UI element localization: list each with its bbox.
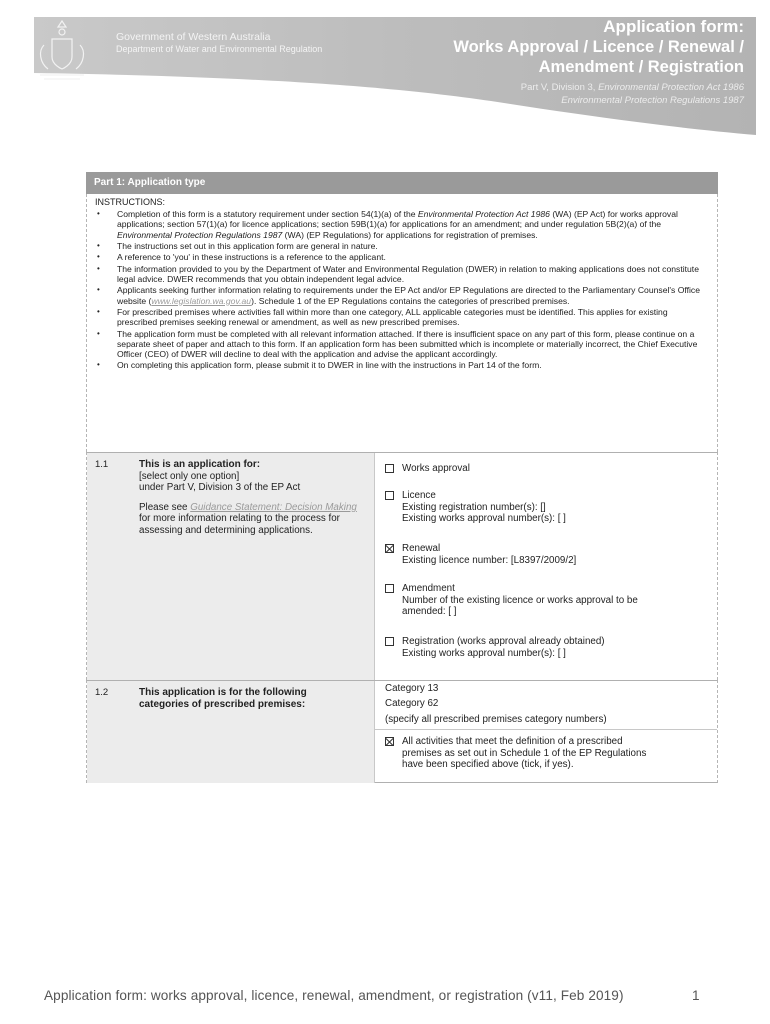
checkbox-amendment[interactable] <box>385 584 394 593</box>
part-heading: Part 1: Application type <box>86 172 718 194</box>
question-scope: under Part V, Division 3 of the EP Act <box>139 482 301 494</box>
registration-works-approval-field[interactable]: Existing works approval number(s): [ ] <box>402 647 566 659</box>
list-item: • The instructions set out in this application form are general in nature. <box>95 241 709 251</box>
licence-number-field[interactable]: Existing licence number: [L8397/2009/2] <box>402 554 577 566</box>
list-item: • Completion of this form is a statutory requirement under section 54(1)(a) of the Environmental Protection Act 1986 (WA) (EP Act) for works approval applications; section 57(1)(a) for licence applications; section 59B(1)(a) for applications for an amendment; and under regulation 5B(2)(a) of the Environmental Protection Regulations 1987 (WA) (EP Regulations) for applications for registration of premises. <box>95 209 709 240</box>
guidance-link[interactable]: Guidance Statement: Decision Making <box>190 501 357 513</box>
instructions-heading: INSTRUCTIONS: <box>95 197 166 207</box>
footer-text: Application form: works approval, licence, renewal, amendment, or registration (v11, Feb 2019) <box>44 988 624 1003</box>
question-text: This is an application for: [select only one option] under Part V, Division 3 of the EP Act Please see Guidance Statement: Decision Making for more information relating to the process for assessing and determining applications. <box>139 459 357 536</box>
list-item: • On completing this application form, please submit it to DWER in line with the instructions in Part 14 of the form. <box>95 360 709 370</box>
question-instruction: [select only one option] <box>139 470 240 482</box>
wa-crest-icon <box>34 17 90 85</box>
category-field[interactable]: Category 13 <box>385 683 439 694</box>
option-licence: Licence Existing registration number(s): [] Existing works approval number(s): [ ] <box>385 490 711 525</box>
list-item: • The information provided to you by the Department of Water and Environmental Regulation (DWER) in relation to making applications does not constitute legal advice. DWER recommends that you obtain independent legal advice. <box>95 264 709 284</box>
option-works-approval: Works approval <box>385 463 711 475</box>
list-item: • Applicants seeking further information relating to requirements under the EP Act and/or EP Regulations are directed to the Parliamentary Counsel's Office website (www.legislation.wa.gov.au). Schedule 1 of the EP Regulations contains the categories of prescribed premises. <box>95 285 709 305</box>
registration-number-field[interactable]: Existing registration number(s): [] <box>402 501 546 513</box>
works-approval-number-field[interactable]: Existing works approval number(s): [ ] <box>402 513 566 525</box>
form-title-line3: Amendment / Registration <box>538 58 744 76</box>
question-text: This application is for the following categories of prescribed premises: <box>139 687 307 710</box>
divider <box>375 729 717 730</box>
amendment-number-field[interactable]: amended: [ ] <box>402 606 457 618</box>
act-name: Environmental Protection Act 1986 <box>598 82 744 93</box>
gov-name: Government of Western Australia <box>116 31 271 43</box>
list-item: • The application form must be completed with all relevant information attached. If there is insufficient space on any part of this form, please continue on a separate sheet of paper and attach to this form. If an application form has been submitted which is incomplete or materially incorrect, the Chief Executive Officer (CEO) of DWER will decline to deal with the application and advise the applicant accordingly. <box>95 329 709 360</box>
page-number: 1 <box>692 988 700 1003</box>
list-item: • For prescribed premises where activities fall within more than one category, ALL applicable categories must be identified. This applies for existing prescribed premises seeking renewal or amendment, as well as new prescribed premises. <box>95 307 709 327</box>
question-title: This is an application for: <box>139 459 261 470</box>
category-field[interactable]: Category 62 <box>385 698 439 709</box>
instructions-block <box>86 194 718 452</box>
checkbox-confirm-categories[interactable] <box>385 737 394 746</box>
header-banner <box>34 17 756 135</box>
question-1-1 <box>86 452 718 680</box>
instructions-list <box>95 209 709 370</box>
checkbox-licence[interactable] <box>385 491 394 500</box>
form-title-line1: Application form: <box>603 17 744 36</box>
option-renewal: Renewal Existing licence number: [L8397/2009/2] <box>385 543 711 566</box>
category-answers <box>374 681 717 783</box>
option-registration: Registration (works approval already obtained) Existing works approval number(s): [ ] <box>385 636 711 659</box>
question-number: 1.1 <box>95 459 109 470</box>
option-amendment: Amendment Number of the existing licence or works approval to be amended: [ ] <box>385 583 711 618</box>
act-prefix: Part V, Division 3, <box>520 82 599 93</box>
question-1-2 <box>86 680 718 783</box>
checkbox-registration[interactable] <box>385 637 394 646</box>
legislation-link[interactable]: www.legislation.wa.gov.au <box>151 295 252 306</box>
checkbox-renewal[interactable] <box>385 544 394 553</box>
checkbox-works-approval[interactable] <box>385 464 394 473</box>
form-title-line2: Works Approval / Licence / Renewal / <box>453 38 744 56</box>
dept-name: Department of Water and Environmental Regulation <box>116 44 323 54</box>
regulations-name: Environmental Protection Regulations 1987 <box>561 95 744 106</box>
form-title <box>453 17 744 77</box>
list-item: • A reference to 'you' in these instructions is a reference to the applicant. <box>95 252 709 262</box>
question-number: 1.2 <box>95 687 109 698</box>
category-note: (specify all prescribed premises category numbers) <box>385 714 607 725</box>
answer-options <box>374 453 717 681</box>
department-name <box>116 31 322 55</box>
confirm-all-activities: All activities that meet the definition of a prescribed premises as set out in Schedule 1 of the EP Regulations have been specified above (tick, if yes). <box>385 736 711 771</box>
legislation-reference <box>521 81 744 107</box>
